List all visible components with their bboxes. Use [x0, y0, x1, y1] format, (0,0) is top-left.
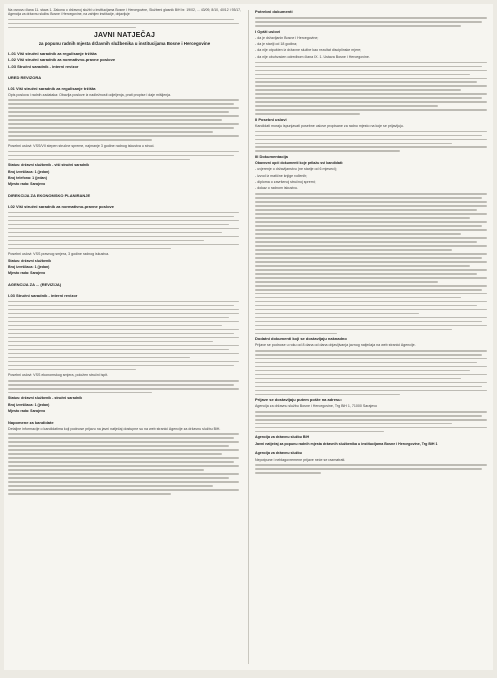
text-line — [8, 365, 234, 367]
text-line — [255, 281, 438, 283]
text-line — [255, 382, 487, 384]
text-line — [255, 109, 487, 111]
text-line — [8, 465, 239, 467]
text-line — [255, 464, 487, 466]
general-condition-item: - da nije obuhvaćen odredbom člana IX. 1. Ustava Bosne i Hercegovine. — [255, 54, 370, 59]
institution-name: DIREKCIJA ZA EKONOMSKO PLANIRANJE — [8, 192, 91, 198]
text-line — [255, 358, 487, 360]
text-line — [255, 309, 487, 311]
text-line — [8, 481, 239, 483]
additional-documents-lines — [255, 350, 489, 395]
final-heading: Agencija za državnu službu BiH — [255, 435, 310, 440]
text-line — [255, 101, 487, 103]
text-line — [255, 85, 487, 87]
text-line — [255, 131, 487, 133]
text-line — [255, 378, 461, 380]
text-line — [8, 301, 239, 303]
final-text: Javni natječaj za popunu radnih mjesta državnih službenika u institucijama Bosne i Hercegovine, Trg BiH 1 — [255, 441, 438, 446]
text-line — [255, 201, 487, 203]
text-line — [255, 81, 477, 83]
text-line — [255, 415, 482, 417]
text-line — [8, 248, 171, 250]
text-line — [8, 317, 229, 319]
text-line — [255, 301, 487, 303]
text-line — [8, 345, 239, 347]
text-line — [255, 431, 384, 433]
text-line — [255, 197, 482, 199]
position-requirements-lines — [8, 380, 241, 394]
text-line — [8, 453, 222, 455]
position-requirements-lines — [8, 151, 241, 161]
text-line — [8, 384, 234, 386]
institution-name: URED REVIZORA — [8, 74, 42, 80]
text-line — [255, 321, 482, 323]
position-heading: I-02 Viši stručni saradnik za normativno-pravne poslove — [8, 203, 114, 209]
text-line — [255, 257, 482, 259]
text-line — [8, 240, 204, 242]
text-line — [8, 155, 234, 157]
text-line — [255, 265, 470, 267]
document-page — [4, 4, 493, 670]
additional-documents-heading: Dodatni dokumenti koji se dostavljaju naknadno — [255, 336, 347, 342]
text-line — [255, 66, 482, 68]
text-line — [8, 333, 234, 335]
text-line — [8, 329, 239, 331]
text-line — [8, 369, 136, 371]
text-line — [255, 362, 477, 364]
text-line — [8, 392, 152, 394]
position-heading: I-01 Viši stručni saradnik za regulisanje tržišta — [8, 85, 96, 91]
special-conditions-lines — [255, 131, 489, 153]
text-line — [8, 437, 234, 439]
text-line — [255, 205, 487, 207]
text-line — [255, 217, 470, 219]
text-line — [8, 244, 239, 246]
text-line — [255, 366, 487, 368]
text-line — [255, 139, 487, 141]
position-description: Opis poslova i radnih zadataka: Obavlja poslove iz nadležnosti odjeljenja, prati propise i daje mišljenja. — [8, 92, 172, 97]
intro-text-lines — [8, 19, 241, 29]
text-line — [255, 277, 487, 279]
text-line — [8, 473, 239, 475]
text-line — [255, 249, 452, 251]
text-line — [255, 313, 419, 315]
notes-heading: Napomene za kandidate — [8, 419, 54, 425]
text-line — [255, 245, 487, 247]
text-line — [255, 419, 487, 421]
special-conditions-heading: II Posebni uslovi — [255, 116, 287, 122]
text-line — [255, 423, 452, 425]
text-line — [8, 337, 239, 339]
text-line — [255, 350, 487, 352]
closing-heading: Agencija za državnu službu — [255, 451, 302, 456]
text-line — [255, 325, 487, 327]
position-location: Mjesto rada: Sarajevo — [8, 182, 46, 187]
text-line — [8, 236, 239, 238]
text-line — [255, 89, 461, 91]
documentation-heading: III Dokumentacija — [255, 154, 288, 160]
text-line — [255, 233, 461, 235]
text-line — [8, 313, 239, 315]
position-phone: Broj telefona: 1 (jedan) — [8, 175, 47, 180]
documentation-item: - dokaz o radnom iskustvu. — [255, 186, 298, 191]
text-line — [255, 390, 487, 392]
text-line — [8, 228, 239, 230]
position-requirements: Posebni uslovi: VSS pravnog smjera, 3 godine radnog iskustva. — [8, 252, 110, 257]
position-location: Mjesto rada: Sarajevo — [8, 271, 46, 276]
text-line — [8, 469, 204, 471]
text-line — [8, 445, 229, 447]
notes-text: Detaljne informacije o kandidatima koji podnose prijavu na javni natječaj dostupne su na web stranici Agencije za državnu službu BiH. — [8, 426, 221, 431]
general-condition-item: - da je državljanin Bosne i Hercegovine; — [255, 35, 319, 40]
documentation-subheading: Obavezni opći dokumenti koje prilažu svi kandidati: — [255, 160, 344, 165]
position-list-item: I.-02 Viši stručni saradnik za normativno-pravne poslove — [8, 57, 116, 63]
text-line — [8, 151, 239, 153]
text-line — [8, 341, 213, 343]
text-line — [255, 209, 477, 211]
text-line — [8, 139, 152, 141]
text-line — [255, 113, 360, 115]
text-line — [255, 394, 400, 396]
institution-name: AGENCIJA ZA ... (REVIZIJA) — [8, 281, 62, 287]
text-line — [8, 224, 229, 226]
text-line — [255, 229, 487, 231]
position-heading: I-03 Stručni saradnik - interni revizor — [8, 292, 78, 298]
text-line — [255, 374, 487, 376]
text-line — [8, 493, 171, 495]
documents-section-heading: Potrebni dokumenti — [255, 9, 293, 14]
text-line — [8, 353, 239, 355]
text-line — [8, 357, 190, 359]
text-line — [255, 146, 487, 148]
text-line — [8, 119, 222, 121]
text-line — [255, 253, 487, 255]
text-line — [8, 489, 239, 491]
position-location: Mjesto rada: Sarajevo — [8, 409, 46, 414]
text-line — [8, 349, 229, 351]
text-line — [255, 354, 482, 356]
text-line — [8, 321, 239, 323]
text-line — [255, 135, 482, 137]
text-line — [255, 472, 321, 474]
documentation-item: - izvod iz matične knjige rođenih; — [255, 173, 308, 178]
general-condition-item: - da je stariji od 18 godina; — [255, 41, 298, 46]
text-line — [8, 232, 222, 234]
text-line — [255, 427, 487, 429]
text-line — [8, 131, 213, 133]
documents-intro-lines — [255, 17, 489, 27]
right-column — [255, 8, 489, 666]
special-conditions-text: Kandidati moraju ispunjavati posebne uslove propisane za radno mjesto na koje se prijavljuju. — [255, 123, 404, 128]
text-line — [255, 17, 487, 19]
text-line — [255, 285, 487, 287]
text-line — [8, 212, 239, 214]
text-line — [8, 388, 239, 390]
text-line — [255, 25, 461, 27]
position-executors: Broj izvršilaca: 1 (jedan) — [8, 169, 50, 174]
text-line — [255, 370, 470, 372]
text-line — [255, 213, 487, 215]
text-line — [8, 309, 239, 311]
address-text: Agencija za državnu službu Bosne i Hercegovine, Trg BiH 1, 71000 Sarajevo — [255, 404, 378, 409]
text-line — [255, 221, 487, 223]
text-line — [8, 127, 234, 129]
notice-title: JAVNI NATJEČAJ — [93, 32, 156, 40]
text-line — [255, 468, 482, 470]
text-line — [8, 457, 239, 459]
text-line — [8, 135, 239, 137]
text-line — [255, 241, 477, 243]
documentation-lines — [255, 193, 489, 334]
text-line — [8, 380, 239, 382]
position-executors: Broj izvršilaca: 1 (jedan) — [8, 265, 50, 270]
position-description-lines — [8, 301, 241, 370]
text-line — [8, 103, 234, 105]
general-conditions-heading: I Opšti uslovi — [255, 28, 281, 34]
position-status: Status: državni službenik - viši stručni saradnik — [8, 163, 90, 168]
text-line — [255, 317, 487, 319]
text-line — [8, 107, 239, 109]
general-conditions-lines — [255, 62, 489, 115]
text-line — [8, 115, 239, 117]
text-line — [8, 325, 222, 327]
text-line — [255, 62, 487, 64]
text-line — [255, 237, 487, 239]
text-line — [8, 99, 239, 101]
text-line — [8, 159, 190, 161]
text-line — [8, 449, 239, 451]
notes-text-lines — [8, 433, 241, 494]
text-line — [255, 297, 461, 299]
text-line — [255, 143, 452, 145]
left-column — [8, 8, 241, 666]
position-requirements: Posebni uslovi: VSS/VII stepen stručne spreme, najmanje 3 godine radnog iskustva u struci. — [8, 143, 155, 148]
text-line — [255, 21, 482, 23]
text-line — [255, 97, 482, 99]
text-line — [8, 123, 239, 125]
column-divider — [248, 10, 249, 664]
text-line — [255, 261, 487, 263]
text-line — [255, 289, 482, 291]
text-line — [8, 111, 229, 113]
address-lines — [255, 411, 489, 433]
additional-documents-text: Prijave se podnose u roku od 8 dana od dana objavljivanja javnog natječaja na web stranici Agencije. — [255, 343, 416, 348]
documentation-item: - diploma o završenoj stručnoj spremi; — [255, 180, 316, 185]
text-line — [8, 485, 213, 487]
text-line — [8, 23, 239, 25]
position-status: Status: državni službenik — [8, 258, 52, 263]
text-line — [255, 70, 487, 72]
text-line — [8, 441, 239, 443]
closing-text: Nepotpune i neblagovremene prijave neće se razmatrati. — [255, 457, 346, 462]
text-line — [255, 329, 452, 331]
text-line — [8, 305, 234, 307]
text-line — [8, 361, 239, 363]
position-requirements: Posebni uslovi: VSS ekonomskog smjera, položen stručni ispit. — [8, 373, 109, 378]
text-line — [255, 386, 482, 388]
text-line — [255, 78, 487, 80]
intro-text: Na osnovu člana 11. stava 1. Zakona o državnoj službi u institucijama Bosne i Hercegovine, Službeni glasnik BiH br. 19/02, ... 43/09, 8/10, 40/12 i 93/17, Agencija za državnu službu Bosne i Hercegovine, na zahtjev institucije, objavljuje — [8, 8, 241, 17]
documentation-item: - uvjerenje o državljanstvu (ne starije od 6 mjeseci); — [255, 167, 337, 172]
text-line — [255, 411, 487, 413]
text-line — [8, 220, 239, 222]
text-line — [255, 93, 487, 95]
text-line — [255, 273, 477, 275]
text-line — [8, 216, 234, 218]
position-description-lines — [8, 99, 241, 140]
text-line — [8, 433, 239, 435]
text-line — [8, 27, 136, 29]
address-heading: Prijave se dostavljaju putem pošte na adresu: — [255, 397, 342, 403]
position-executors: Broj izvršilaca: 1 (jedan) — [8, 402, 50, 407]
text-line — [255, 150, 400, 152]
text-line — [255, 333, 337, 335]
text-line — [8, 477, 229, 479]
text-line — [255, 305, 477, 307]
position-list-lead: I.-01 Viši stručni saradnik za regulisanje tržišta — [8, 50, 97, 56]
position-status: Status: državni službenik - stručni saradnik — [8, 396, 83, 401]
general-condition-item: - da nije otpušten iz državne službe kao rezultat disciplinske mjere; — [255, 48, 362, 53]
closing-lines — [255, 464, 489, 474]
text-line — [255, 225, 482, 227]
text-line — [255, 293, 487, 295]
text-line — [255, 193, 487, 195]
text-line — [255, 269, 487, 271]
text-line — [8, 461, 234, 463]
text-line — [8, 19, 234, 21]
text-line — [255, 105, 438, 107]
notice-subtitle: za popunu radnih mjesta državnih službenika u institucijama Bosne i Hercegovine — [38, 41, 211, 47]
position-description-lines — [8, 212, 241, 249]
position-list-item: I.-03 Stručni saradnik - interni revizor — [8, 64, 79, 70]
text-line — [255, 74, 470, 76]
